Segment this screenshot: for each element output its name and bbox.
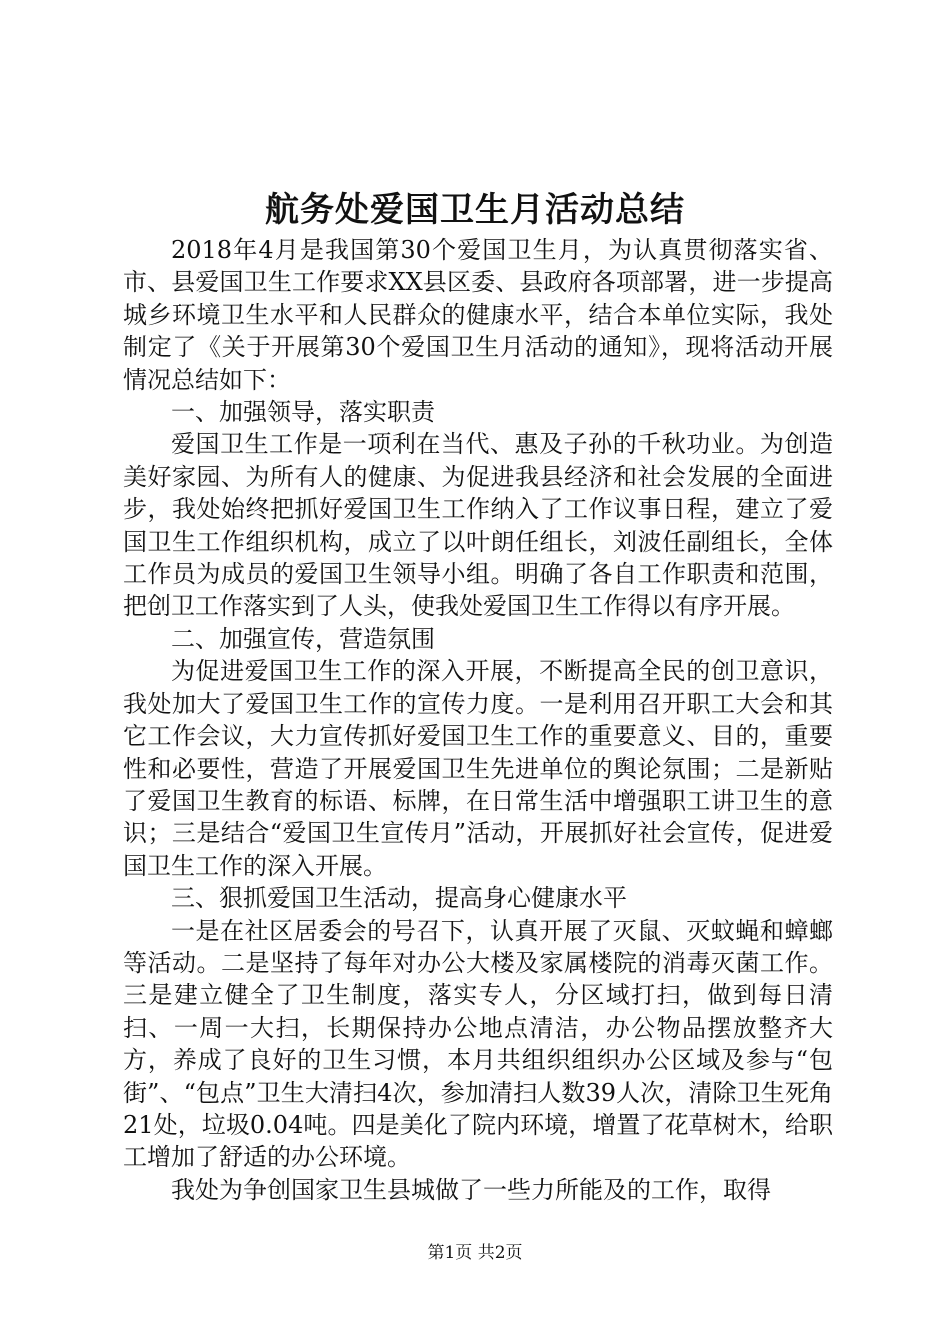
section-body-2: 为促进爱国卫生工作的深入开展，不断提高全民的创卫意识，我处加大了爱国卫生工作的宣传力度。一是利用召开职工大会和其它工作会议，大力宣传抓好爱国卫生工作的重要意义、目的，重要性和必要性，营造了开展爱国卫生先进单位的舆论氛围；二是新贴了爱国卫生教育的标语、标牌，在日常生活中增强职工讲卫生的意识；三是结合“爱国卫生宣传月”活动，开展抓好社会宣传，促进爱国卫生工作的深入开展。: [123, 657, 833, 880]
document-body: [123, 234, 833, 1206]
section-body-3: 一是在社区居委会的号召下，认真开展了灭鼠、灭蚊蝇和蟑螂等活动。二是坚持了每年对办公大楼及家属楼院的消毒灭菌工作。三是建立健全了卫生制度，落实专人，分区域打扫，做到每日清扫、一周一大扫，长期保持办公地点清洁，办公物品摆放整齐大方，养成了良好的卫生习惯，本月共组织组织办公区域及参与“包街”、“包点”卫生大清扫4次，参加清扫人数39人次，清除卫生死角21处，垃圾0.04吨。四是美化了院内环境，增置了花草树木，给职工增加了舒适的办公环境。: [123, 916, 833, 1172]
intro-paragraph: 2018年4月是我国第30个爱国卫生月，为认真贯彻落实省、市、县爱国卫生工作要求XX县区委、县政府各项部署，进一步提高城乡环境卫生水平和人民群众的健康水平，结合本单位实际，我处制定了《关于开展第30个爱国卫生月活动的通知》，现将活动开展情况总结如下：: [123, 236, 833, 394]
section-heading-2: 二、加强宣传，营造氛围: [171, 624, 435, 653]
section-body-1: 爱国卫生工作是一项利在当代、惠及子孙的千秋功业。为创造美好家园、为所有人的健康、为促进我县经济和社会发展的全面进步，我处始终把抓好爱国卫生工作纳入了工作议事日程，建立了爱国卫生工作组织机构，成立了以叶朗任组长，刘波任副组长，全体工作员为成员的爱国卫生领导小组。明确了各自工作职责和范围，把创卫工作落实到了人头，使我处爱国卫生工作得以有序开展。: [123, 430, 833, 621]
section-heading-3: 三、狠抓爱国卫生活动，提高身心健康水平: [171, 884, 627, 913]
page-number-footer: 第1页 共2页: [427, 1243, 523, 1263]
document-title: 航务处爱国卫生月活动总结: [265, 190, 685, 230]
section-heading-1: 一、加强领导，落实职责: [171, 398, 435, 427]
closing-paragraph: 我处为争创国家卫生县城做了一些力所能及的工作，取得: [171, 1175, 771, 1204]
